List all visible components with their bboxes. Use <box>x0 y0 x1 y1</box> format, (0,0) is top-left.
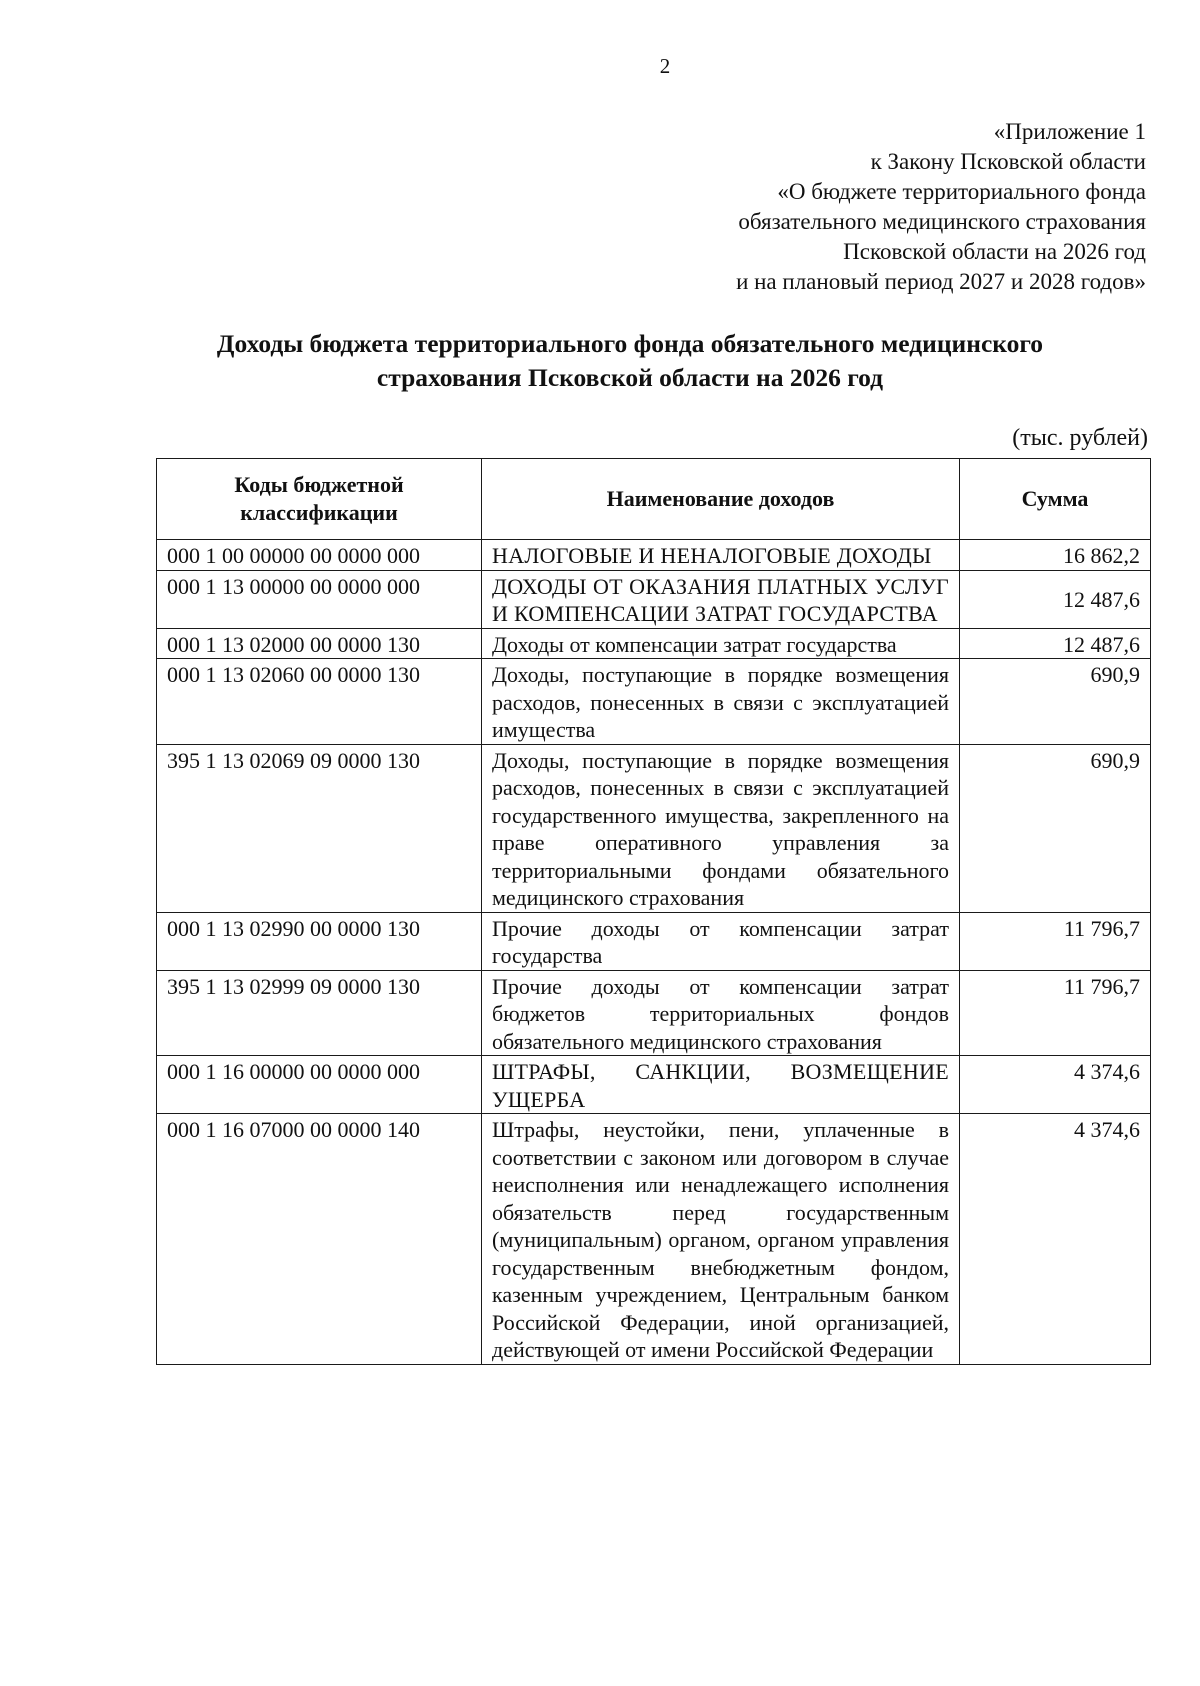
document-title <box>150 327 1110 395</box>
table-row <box>157 970 1151 1056</box>
title-line-2: страхования Псковской области на 2026 год <box>376 363 884 392</box>
header-sum: Сумма <box>960 459 1151 540</box>
appendix-reference <box>736 117 1146 297</box>
header-name: Наименование доходов <box>482 459 960 540</box>
header-code: Коды бюджетной классификации <box>157 459 482 540</box>
table-header-row <box>157 459 1151 540</box>
row-name: НАЛОГОВЫЕ И НЕНАЛОГОВЫЕ ДОХОДЫ <box>482 540 960 571</box>
row-name: Доходы, поступающие в порядке возмещения расходов, понесенных в связи с эксплуатацией государственного имущества, закрепленного на праве оперативного управления за территориальными фондами обязательного медицинского страхования <box>482 744 960 912</box>
appendix-line: к Закону Псковской области <box>870 149 1146 174</box>
table-row <box>157 912 1151 970</box>
page-number: 2 <box>659 54 671 78</box>
table-row <box>157 628 1151 659</box>
row-sum: 690,9 <box>960 659 1151 745</box>
table-row <box>157 570 1151 628</box>
row-code: 000 1 16 00000 00 0000 000 <box>157 1056 482 1114</box>
row-sum: 12 487,6 <box>960 628 1151 659</box>
appendix-line: «О бюджете территориального фонда <box>777 179 1146 204</box>
table-row <box>157 1056 1151 1114</box>
row-sum: 690,9 <box>960 744 1151 912</box>
income-table <box>156 458 1151 1365</box>
row-code: 395 1 13 02999 09 0000 130 <box>157 970 482 1056</box>
appendix-line: обязательного медицинского страхования <box>738 209 1146 234</box>
row-code: 000 1 13 02000 00 0000 130 <box>157 628 482 659</box>
row-code: 000 1 00 00000 00 0000 000 <box>157 540 482 571</box>
title-line-1: Доходы бюджета территориального фонда обязательного медицинского <box>216 329 1044 358</box>
row-sum: 4 374,6 <box>960 1056 1151 1114</box>
row-name: ДОХОДЫ ОТ ОКАЗАНИЯ ПЛАТНЫХ УСЛУГ И КОМПЕНСАЦИИ ЗАТРАТ ГОСУДАРСТВА <box>482 570 960 628</box>
table-row <box>157 540 1151 571</box>
row-name: Прочие доходы от компенсации затрат бюджетов территориальных фондов обязательного медицинского страхования <box>482 970 960 1056</box>
row-sum: 12 487,6 <box>960 570 1151 628</box>
appendix-line: и на плановый период 2027 и 2028 годов» <box>736 269 1146 294</box>
row-name: Доходы от компенсации затрат государства <box>482 628 960 659</box>
appendix-line: «Приложение 1 <box>993 119 1146 144</box>
row-name: Доходы, поступающие в порядке возмещения расходов, понесенных в связи с эксплуатацией имущества <box>482 659 960 745</box>
row-sum: 16 862,2 <box>960 540 1151 571</box>
row-name: ШТРАФЫ, САНКЦИИ, ВОЗМЕЩЕНИЕ УЩЕРБА <box>482 1056 960 1114</box>
row-sum: 11 796,7 <box>960 912 1151 970</box>
appendix-line: Псковской области на 2026 год <box>843 239 1146 264</box>
row-code: 000 1 16 07000 00 0000 140 <box>157 1114 482 1365</box>
table-row <box>157 1114 1151 1365</box>
row-code: 000 1 13 02060 00 0000 130 <box>157 659 482 745</box>
table-row <box>157 659 1151 745</box>
table-row <box>157 744 1151 912</box>
row-code: 395 1 13 02069 09 0000 130 <box>157 744 482 912</box>
row-name: Штрафы, неустойки, пени, уплаченные в соответствии с законом или договором в случае неисполнения или ненадлежащего исполнения обязательств перед государственным (муниципальным) органом, органом управления государственным внебюджетным фондом, казенным учреждением, Центральным банком Российской Федерации, иной организацией, действующей от имени Российской Федерации <box>482 1114 960 1365</box>
row-code: 000 1 13 00000 00 0000 000 <box>157 570 482 628</box>
row-sum: 11 796,7 <box>960 970 1151 1056</box>
units-label: (тыс. рублей) <box>1012 425 1148 451</box>
row-name: Прочие доходы от компенсации затрат государства <box>482 912 960 970</box>
row-sum: 4 374,6 <box>960 1114 1151 1365</box>
row-code: 000 1 13 02990 00 0000 130 <box>157 912 482 970</box>
